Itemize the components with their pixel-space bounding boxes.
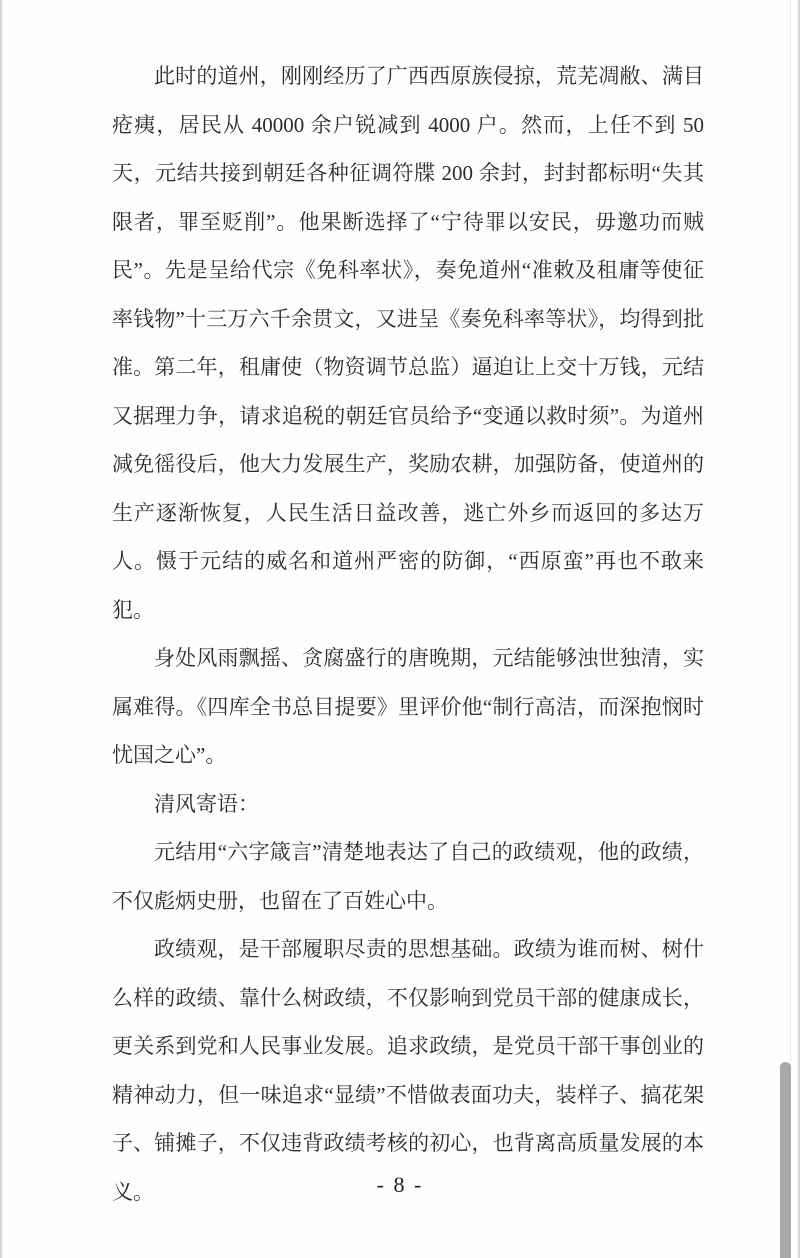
scrollbar-thumb[interactable] — [780, 1062, 791, 1258]
document-text — [112, 52, 704, 1216]
page-number: - 8 - — [376, 1172, 424, 1197]
viewer-left-edge — [0, 0, 3, 1258]
paragraph: 政绩观，是干部履职尽责的思想基础。政绩为谁而树、树什么样的政绩、靠什么树政绩，不仅影响到党员干部的健康成长，更关系到党和人民事业发展。追求政绩，是党员干部干事创业的精神动力，但一味追求“显绩”不惜做表面功夫，装样子、搞花架子、铺摊子，不仅违背政绩考核的初心，也背离高质量发展的本义。 — [112, 937, 704, 1204]
paragraph: 身处风雨飘摇、贪腐盛行的唐晚期，元结能够浊世独清，实属难得。《四库全书总目提要》里评价他“制行高洁，而深抱悯时忧国之心”。 — [112, 646, 704, 767]
paragraph: 清风寄语： — [154, 791, 259, 816]
paragraph: 元结用“六字箴言”清楚地表达了自己的政绩观，他的政绩，不仅彪炳史册，也留在了百姓心中。 — [112, 840, 704, 913]
paragraph: 此时的道州，刚刚经历了广西西原族侵掠，荒芜凋敝、满目疮痍，居民从 40000 余户锐减到 4000 户。然而，上任不到 50 天，元结共接到朝廷各种征调符牒 200 余封，封封都标明“失其限者，罪至贬削”。他果断选择了“宁待罪以安民，毋邀功而贼民”。先是呈给代宗《免科率状》，奏免道州“准敕及租庸等使征率钱物”十三万六千余贯文，又进呈《奏免科率等状》，均得到批准。第二年，租庸使（物资调节总监）逼迫让上交十万钱，元结又据理力争，请求追税的朝廷官员给予“变通以救时须”。为道州减免徭役后，他大力发展生产，奖励农耕，加强防备，使道州的生产逐渐恢复，人民生活日益改善，逃亡外乡而返回的多达万人。慑于元结的威名和道州严密的防御，“西原蛮”再也不敢来犯。 — [112, 64, 704, 622]
